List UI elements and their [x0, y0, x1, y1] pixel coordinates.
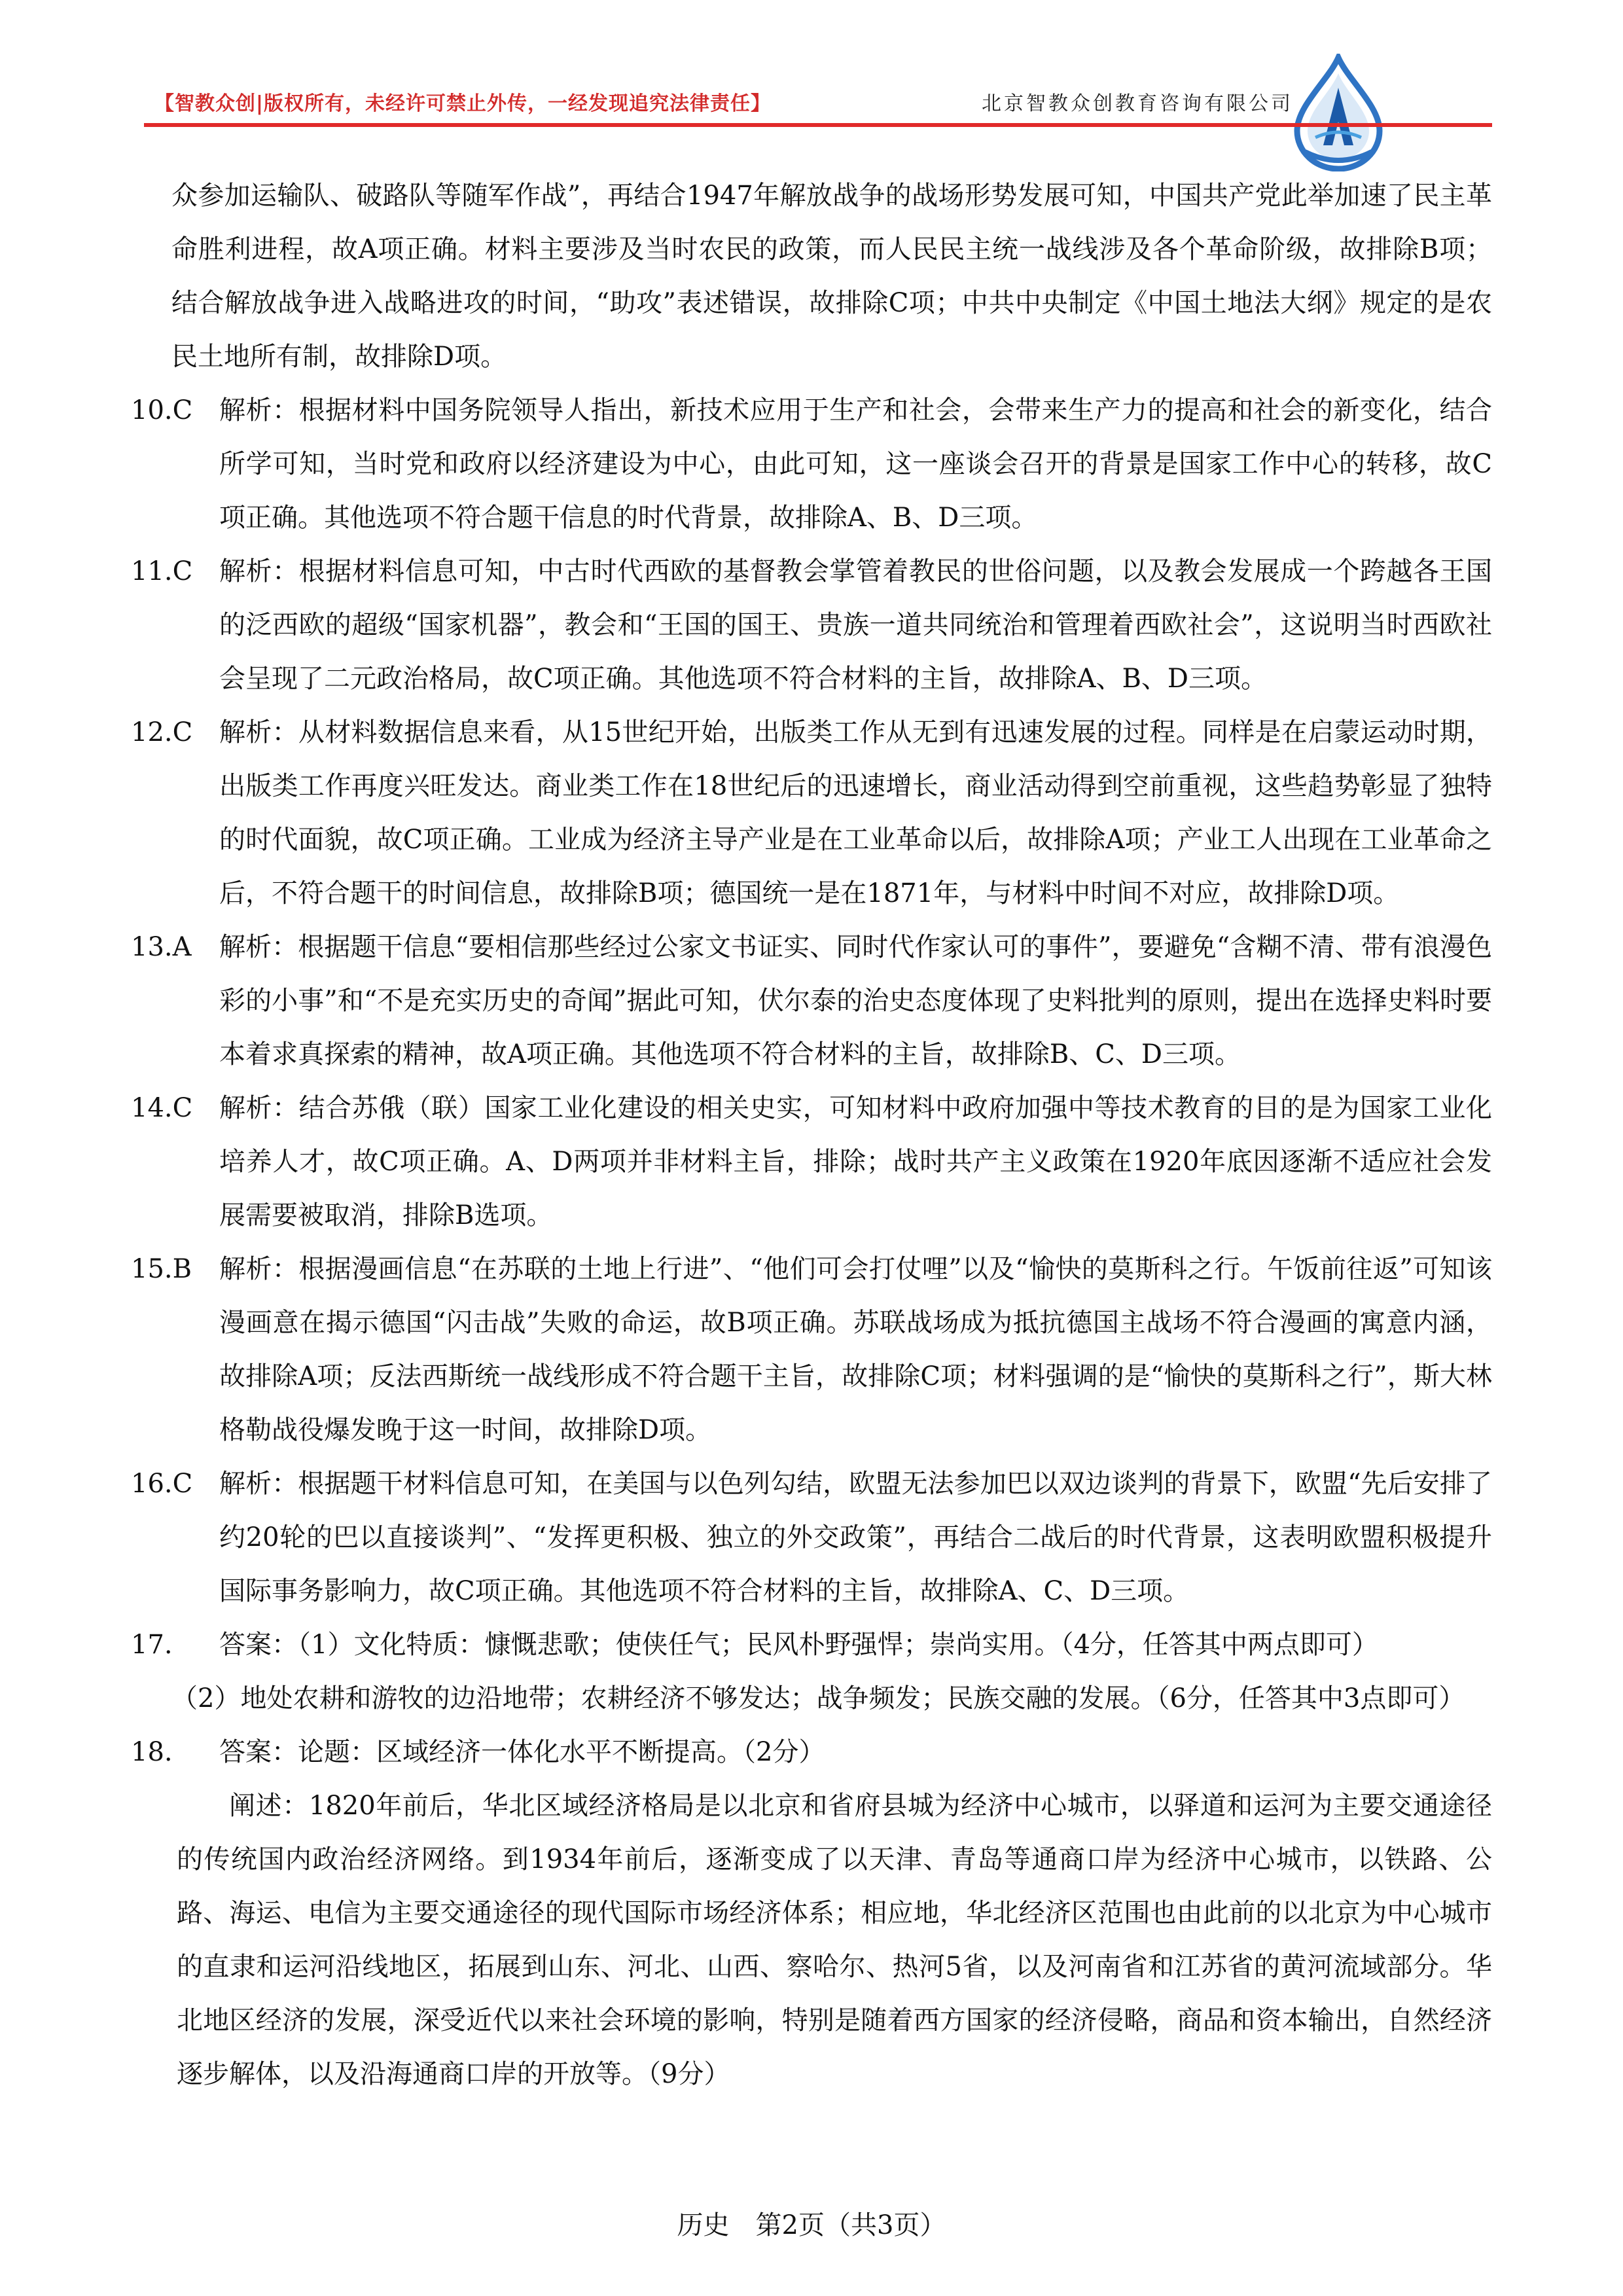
- answer-explanation: 解析：根据材料中国务院领导人指出，新技术应用于生产和社会，会带来生产力的提高和社会的新变化，结合所学可知，当时党和政府以经济建设为中心，由此可知，这一座谈会召开的背景是国家工作中心的转移，故C项正确。其他选项不符合题干信息的时代背景，故排除A、B、D三项。: [219, 395, 1492, 533]
- answer-item-15: [131, 1242, 1492, 1457]
- answer-item-10: [131, 384, 1492, 545]
- answer-number: 10.C: [131, 395, 193, 425]
- answer-number: 13.A: [131, 932, 192, 962]
- answer-number: 12.C: [131, 717, 193, 747]
- answer-item-11: [131, 545, 1492, 706]
- answer-item-13: [131, 920, 1492, 1081]
- answer-number: 17.: [131, 1630, 173, 1660]
- answer-item-18: [131, 1725, 1492, 1779]
- answer-number: 14.C: [131, 1093, 193, 1123]
- answer-item-16: [131, 1457, 1492, 1618]
- answer-line-1: 答案：论题：区域经济一体化水平不断提高。（2分）: [219, 1737, 825, 1767]
- header-company-name: 北京智教众创教育咨询有限公司: [982, 92, 1293, 115]
- header-divider: [144, 123, 1492, 127]
- continued-explanation-9: 众参加运输队、破路队等随军作战”，再结合1947年解放战争的战场形势发展可知，中国共产党此举加速了民主革命胜利进程，故A项正确。材料主要涉及当时农民的政策，而人民民主统一战线涉及各个革命阶级，故排除B项；结合解放战争进入战略进攻的时间，“助攻”表述错误，故排除C项；中共中央制定《中国土地法大纲》规定的是农民土地所有制，故排除D项。: [171, 181, 1492, 372]
- header-copyright-notice: 【智教众创|版权所有，未经许可禁止外传，一经发现追究法律责任】: [154, 92, 771, 115]
- answer-explanation: 解析：根据题干信息“要相信那些经过公家文书证实、同时代作家认可的事件”，要避免“含糊不清、带有浪漫色彩的小事”和“不是充实历史的奇闻”据此可知，伏尔泰的治史态度体现了史料批判的原则，提出在选择史料时要本着求真探索的精神，故A项正确。其他选项不符合材料的主旨，故排除B、C、D三项。: [219, 932, 1492, 1069]
- answer-explanation: 解析：根据漫画信息“在苏联的土地上行进”、“他们可会打仗哩”以及“愉快的莫斯科之行。午饭前往返”可知该漫画意在揭示德国“闪击战”失败的命运，故B项正确。苏联战场成为抵抗德国主战场不符合漫画的寓意内涵，故排除A项；反法西斯统一战线形成不符合题干主旨，故排除C项；材料强调的是“愉快的莫斯科之行”，斯大林格勒战役爆发晚于这一时间，故排除D项。: [219, 1254, 1492, 1445]
- answer-number: 11.C: [131, 556, 193, 586]
- answer-item-17: [131, 1618, 1492, 1672]
- answer-explanation: 解析：根据材料信息可知，中古时代西欧的基督教会掌管着教民的世俗问题，以及教会发展成一个跨越各王国的泛西欧的超级“国家机器”，教会和“王国的国王、贵族一道共同统治和管理着西欧社会”，这说明当时西欧社会呈现了二元政治格局，故C项正确。其他选项不符合材料的主旨，故排除A、B、D三项。: [219, 556, 1492, 694]
- answer-number: 18.: [131, 1737, 173, 1767]
- water-drop-logo-icon: [1289, 54, 1387, 171]
- answer-number: 16.C: [131, 1469, 193, 1499]
- answer-item-14: [131, 1081, 1492, 1242]
- answer-content: [131, 169, 1492, 2101]
- answer-number: 15.B: [131, 1254, 192, 1284]
- answer-18-elaboration: 阐述：1820年前后，华北区域经济格局是以北京和省府县城为经济中心城市，以驿道和运河为主要交通途径的传统国内政治经济网络。到1934年前后，逐渐变成了以天津、青岛等通商口岸为经济中心城市，以铁路、公路、海运、电信为主要交通途径的现代国际市场经济体系；相应地，华北经济区范围也由此前的以北京为中心城市的直隶和运河沿线地区，拓展到山东、河北、山西、察哈尔、热河5省，以及河南省和江苏省的黄河流域部分。华北地区经济的发展，深受近代以来社会环境的影响，特别是随着西方国家的经济侵略，商品和资本输出，自然经济逐步解体，以及沿海通商口岸的开放等。（9分）: [177, 1791, 1492, 2089]
- page-footer: 历史 第2页（共3页）: [677, 2210, 946, 2240]
- answer-explanation: 解析：从材料数据信息来看，从15世纪开始，出版类工作从无到有迅速发展的过程。同样是在启蒙运动时期，出版类工作再度兴旺发达。商业类工作在18世纪后的迅速增长，商业活动得到空前重视，这些趋势彰显了独特的时代面貌，故C项正确。工业成为经济主导产业是在工业革命以后，故排除A项；产业工人出现在工业革命之后，不符合题干的时间信息，故排除B项；德国统一是在1871年，与材料中时间不对应，故排除D项。: [219, 717, 1492, 908]
- answer-17-part-2: （2）地处农耕和游牧的边沿地带；农耕经济不够发达；战争频发；民族交融的发展。（6分，任答其中3点即可）: [171, 1683, 1465, 1713]
- answer-explanation: 解析：结合苏俄（联）国家工业化建设的相关史实，可知材料中政府加强中等技术教育的目的是为国家工业化培养人才，故C项正确。A、D两项并非材料主旨，排除；战时共产主义政策在1920年底因逐渐不适应社会发展需要被取消，排除B选项。: [219, 1093, 1492, 1230]
- answer-item-12: [131, 706, 1492, 920]
- answer-line-1: 答案：（1）文化特质：慷慨悲歌；使侠任气；民风朴野强悍；崇尚实用。（4分，任答其中两点即可）: [219, 1630, 1378, 1660]
- answer-explanation: 解析：根据题干材料信息可知，在美国与以色列勾结，欧盟无法参加巴以双边谈判的背景下，欧盟“先后安排了约20轮的巴以直接谈判”、“发挥更积极、独立的外交政策”，再结合二战后的时代背景，这表明欧盟积极提升国际事务影响力，故C项正确。其他选项不符合材料的主旨，故排除A、C、D三项。: [219, 1469, 1492, 1606]
